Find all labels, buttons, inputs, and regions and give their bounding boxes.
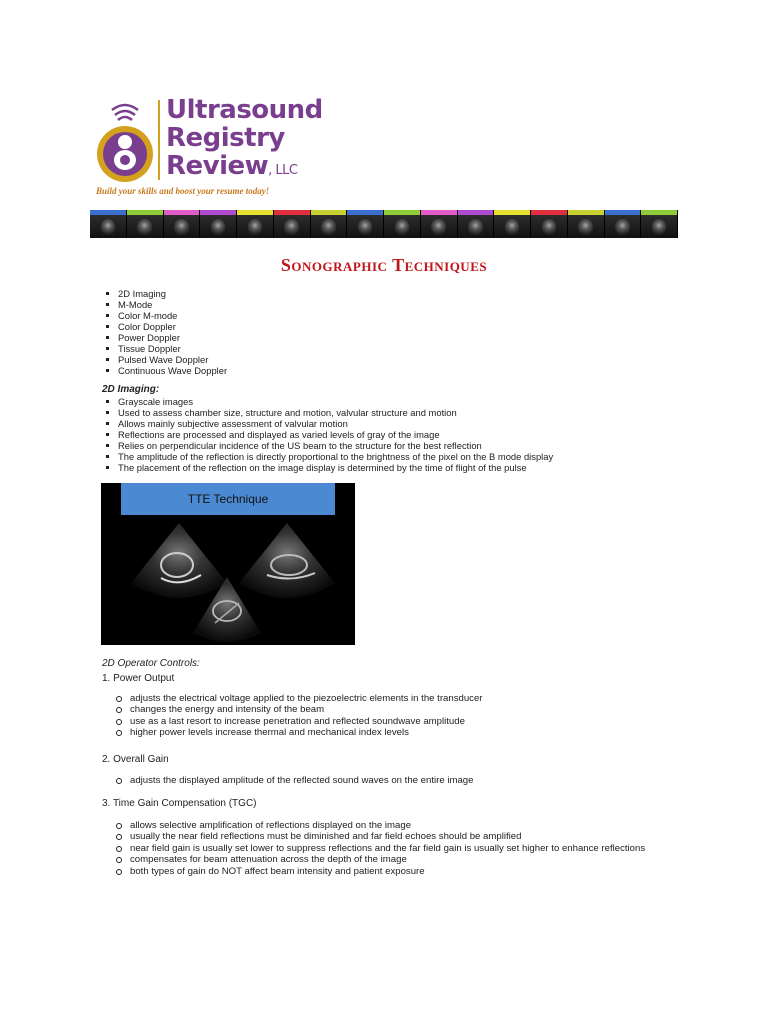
tgc-item: both types of gain do NOT affect beam intensity and patient exposure [114, 866, 645, 877]
ultrasound-scan-icon [542, 219, 556, 235]
ultrasound-scan-icon [174, 219, 188, 235]
tte-technique-image [101, 483, 355, 645]
technique-item: Tissue Doppler [102, 343, 227, 354]
banner-tile [274, 210, 311, 238]
ultrasound-scan-icon [505, 219, 519, 235]
banner-stripe [494, 210, 530, 215]
technique-item: Color Doppler [102, 321, 227, 332]
power-output-item: changes the energy and intensity of the beam [114, 704, 483, 715]
imaging-2d-item: Reflections are processed and displayed as varied levels of gray of the image [102, 429, 553, 440]
logo-wordmark [166, 96, 323, 185]
ultrasound-scan-icon [468, 219, 482, 235]
image-banner [90, 210, 678, 238]
banner-tile [641, 210, 678, 238]
technique-item: Color M-mode [102, 310, 227, 321]
banner-stripe [531, 210, 567, 215]
tgc-label: 3. Time Gain Compensation (TGC) [102, 798, 257, 809]
tgc-item: allows selective amplification of reflections displayed on the image [114, 820, 645, 831]
banner-tile [421, 210, 458, 238]
techniques-list [102, 288, 227, 376]
banner-stripe [237, 210, 273, 215]
overall-gain-label: 2. Overall Gain [102, 754, 169, 765]
banner-stripe [605, 210, 641, 215]
power-output-item: adjusts the electrical voltage applied to the piezoelectric elements in the transducer [114, 693, 483, 704]
overall-gain-list [114, 775, 473, 786]
imaging-2d-item: Grayscale images [102, 396, 553, 407]
banner-tile [237, 210, 274, 238]
logo-line-1: Ultrasound [166, 95, 323, 125]
logo-llc: , LLC [268, 163, 298, 178]
banner-stripe [458, 210, 494, 215]
banner-stripe [90, 210, 126, 215]
technique-item: Power Doppler [102, 332, 227, 343]
imaging-2d-item: The placement of the reflection on the image display is determined by the time of flight of the pulse [102, 462, 553, 473]
tte-header: TTE Technique [121, 483, 335, 515]
banner-tile [311, 210, 348, 238]
banner-stripe [164, 210, 200, 215]
overall-gain-item: adjusts the displayed amplitude of the reflected sound waves on the entire image [114, 775, 473, 786]
banner-stripe [641, 210, 677, 215]
imaging-2d-item: Relies on perpendicular incidence of the US beam to the structure for the best reflection [102, 440, 553, 451]
imaging-2d-item: Used to assess chamber size, structure and motion, valvular structure and motion [102, 407, 553, 418]
imaging-2d-item: Allows mainly subjective assessment of valvular motion [102, 418, 553, 429]
imaging-2d-list [102, 396, 553, 473]
ultrasound-scan-icon [137, 219, 151, 235]
banner-stripe [384, 210, 420, 215]
tgc-item: compensates for beam attenuation across the depth of the image [114, 854, 645, 865]
banner-tile [531, 210, 568, 238]
logo-divider [158, 100, 160, 180]
power-output-item: use as a last resort to increase penetration and reflected soundwave amplitude [114, 716, 483, 727]
banner-stripe [421, 210, 457, 215]
banner-tile [200, 210, 237, 238]
echo-views-icon [101, 483, 355, 645]
ultrasound-scan-icon [248, 219, 262, 235]
ultrasound-scan-icon [284, 219, 298, 235]
banner-stripe [568, 210, 604, 215]
ultrasound-scan-icon [615, 219, 629, 235]
ultrasound-scan-icon [358, 219, 372, 235]
company-logo [94, 95, 323, 196]
technique-item: M-Mode [102, 299, 227, 310]
banner-tile [568, 210, 605, 238]
ultrasound-scan-icon [652, 219, 666, 235]
logo-tagline: Build your skills and boost your resume today! [96, 186, 270, 196]
ultrasound-scan-icon [578, 219, 592, 235]
logo-line-2: Registry [166, 123, 285, 153]
banner-stripe [347, 210, 383, 215]
power-output-list [114, 693, 483, 739]
ultrasound-scan-icon [211, 219, 225, 235]
banner-tile [164, 210, 201, 238]
operator-controls-heading: 2D Operator Controls: [102, 658, 200, 669]
banner-stripe [311, 210, 347, 215]
banner-tile [458, 210, 495, 238]
banner-tile [494, 210, 531, 238]
banner-stripe [274, 210, 310, 215]
technique-item: Pulsed Wave Doppler [102, 354, 227, 365]
power-output-label: 1. Power Output [102, 673, 175, 684]
ultrasound-logo-icon [94, 96, 156, 186]
tgc-item: near field gain is usually set lower to suppress reflections and the far field gain is usually set higher to enhance reflections [114, 843, 645, 854]
logo-line-3-text: Review [166, 151, 269, 181]
imaging-2d-heading: 2D Imaging: [102, 384, 160, 395]
banner-tile [347, 210, 384, 238]
banner-tile [90, 210, 127, 238]
technique-item: 2D Imaging [102, 288, 227, 299]
ultrasound-scan-icon [431, 219, 445, 235]
logo-line-3 [166, 152, 323, 185]
ultrasound-scan-icon [321, 219, 335, 235]
ultrasound-scan-icon [395, 219, 409, 235]
banner-tile [384, 210, 421, 238]
ultrasound-scan-icon [101, 219, 115, 235]
banner-tile [605, 210, 642, 238]
banner-stripe [127, 210, 163, 215]
page-title: Sonographic Techniques [280, 255, 488, 275]
banner-tile [127, 210, 164, 238]
banner-stripe [200, 210, 236, 215]
imaging-2d-item: The amplitude of the reflection is directly proportional to the brightness of the pixel on the B mode display [102, 451, 553, 462]
power-output-item: higher power levels increase thermal and mechanical index levels [114, 727, 483, 738]
tgc-item: usually the near field reflections must be diminished and far field echoes should be amplified [114, 831, 645, 842]
technique-item: Continuous Wave Doppler [102, 365, 227, 376]
tgc-list [114, 820, 645, 877]
